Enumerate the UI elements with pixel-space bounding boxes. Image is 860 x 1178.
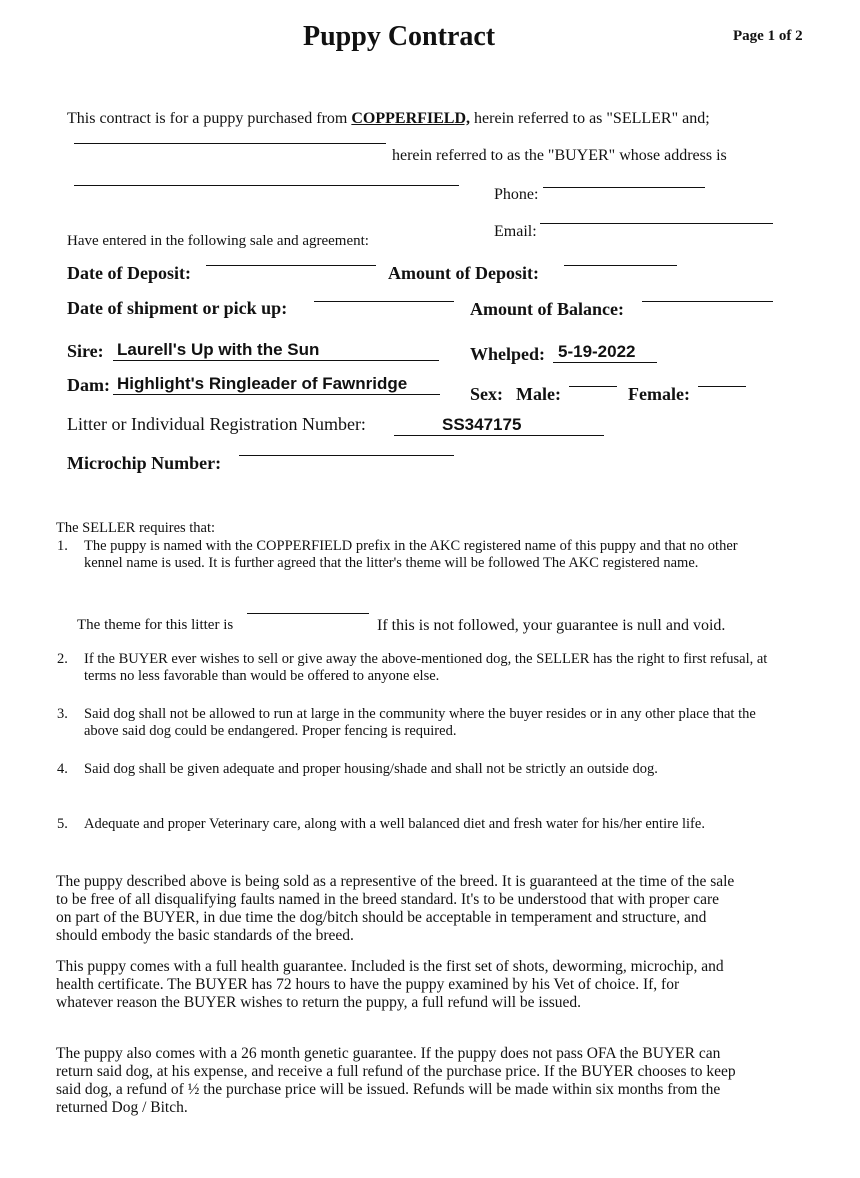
- requirement-item: 2. If the BUYER ever wishes to sell or give away the above-mentioned dog, the SELLER has the right to first refusal, at terms no less favorable than would be offered to anyone else.: [57, 651, 768, 684]
- intro-line-2: herein referred to as the "BUYER" whose address is: [392, 147, 727, 164]
- theme-blank[interactable]: [247, 613, 369, 614]
- date-of-deposit-blank[interactable]: [206, 265, 376, 266]
- theme-line-start: The theme for this litter is: [77, 617, 234, 633]
- phone-label: Phone:: [494, 186, 539, 203]
- page-number: Page 1 of 2: [733, 28, 803, 44]
- amount-of-balance-blank[interactable]: [642, 301, 773, 302]
- microchip-blank[interactable]: [239, 455, 454, 456]
- whelped-label: Whelped:: [470, 344, 546, 364]
- sale-agreement-line: Have entered in the following sale and agreement:: [67, 233, 369, 249]
- email-label: Email:: [494, 223, 537, 240]
- requirement-item: 3. Said dog shall not be allowed to run at large in the community where the buyer resides or in any other place that the above said dog could be endangered. Proper fencing is required.: [57, 706, 756, 739]
- requirements-intro: The SELLER requires that:: [56, 520, 216, 536]
- dam-label: Dam:: [67, 375, 110, 395]
- amount-of-deposit-blank[interactable]: [564, 265, 677, 266]
- female-blank[interactable]: [698, 386, 746, 387]
- male-blank[interactable]: [569, 386, 617, 387]
- breed-guarantee-paragraph: The puppy described above is being sold as a representive of the breed. It is guaranteed at the time of the sale to be free of all disqualifying faults named in the breed standard. It's to be understood that with proper care on part of the BUYER, in due time the dog/bitch should be acceptable in temperament and structure, and should embody the basic standards of the breed.: [56, 873, 735, 944]
- registration-label: Litter or Individual Registration Number:: [67, 414, 366, 434]
- registration-value[interactable]: SS347175: [394, 415, 604, 436]
- male-label: Male:: [516, 384, 561, 404]
- sex-label: Sex:: [470, 384, 503, 404]
- sire-value[interactable]: Laurell's Up with the Sun: [113, 340, 439, 361]
- female-label: Female:: [628, 384, 690, 404]
- buyer-name-blank[interactable]: [74, 143, 386, 144]
- date-of-shipment-label: Date of shipment or pick up:: [67, 298, 288, 318]
- phone-blank[interactable]: [543, 187, 705, 188]
- sire-label: Sire:: [67, 341, 104, 361]
- date-of-deposit-label: Date of Deposit:: [67, 263, 191, 283]
- intro-line-1: This contract is for a puppy purchased from COPPERFIELD, herein referred to as "SELLER" and;: [67, 110, 710, 127]
- seller-name: COPPERFIELD,: [351, 110, 471, 127]
- buyer-address-blank[interactable]: [74, 185, 459, 186]
- page-title: Puppy Contract: [303, 21, 496, 52]
- health-guarantee-paragraph: This puppy comes with a full health guarantee. Included is the first set of shots, deworming, microchip, and health certificate. The BUYER has 72 hours to have the puppy examined by his Vet of choice. If, for whatever reason the BUYER wishes to return the puppy, a full refund will be issued.: [56, 958, 724, 1011]
- microchip-label: Microchip Number:: [67, 453, 222, 473]
- amount-of-deposit-label: Amount of Deposit:: [388, 263, 539, 283]
- date-of-shipment-blank[interactable]: [314, 301, 454, 302]
- requirement-item: 1. The puppy is named with the COPPERFIELD prefix in the AKC registered name of this puppy and that no other kennel name is used. It is further agreed that the litter's theme will be followed The AKC registered name.: [57, 538, 738, 571]
- requirement-item: 5. Adequate and proper Veterinary care, along with a well balanced diet and fresh water for his/her entire life.: [57, 816, 705, 832]
- genetic-guarantee-paragraph: The puppy also comes with a 26 month genetic guarantee. If the puppy does not pass OFA the BUYER can return said dog, at his expense, and receive a full refund of the purchase price. If the BUYER chooses to keep said dog, a refund of ½ the purchase price will be issued. Refunds will be made within six months from the returned Dog / Bitch.: [56, 1045, 736, 1116]
- theme-line-end: If this is not followed, your guarantee is null and void.: [377, 617, 726, 634]
- amount-of-balance-label: Amount of Balance:: [470, 299, 624, 319]
- dam-value[interactable]: Highlight's Ringleader of Fawnridge: [113, 374, 440, 395]
- requirement-item: 4. Said dog shall be given adequate and proper housing/shade and shall not be strictly an outside dog.: [57, 761, 658, 777]
- whelped-value[interactable]: 5-19-2022: [553, 342, 657, 363]
- email-blank[interactable]: [540, 223, 773, 224]
